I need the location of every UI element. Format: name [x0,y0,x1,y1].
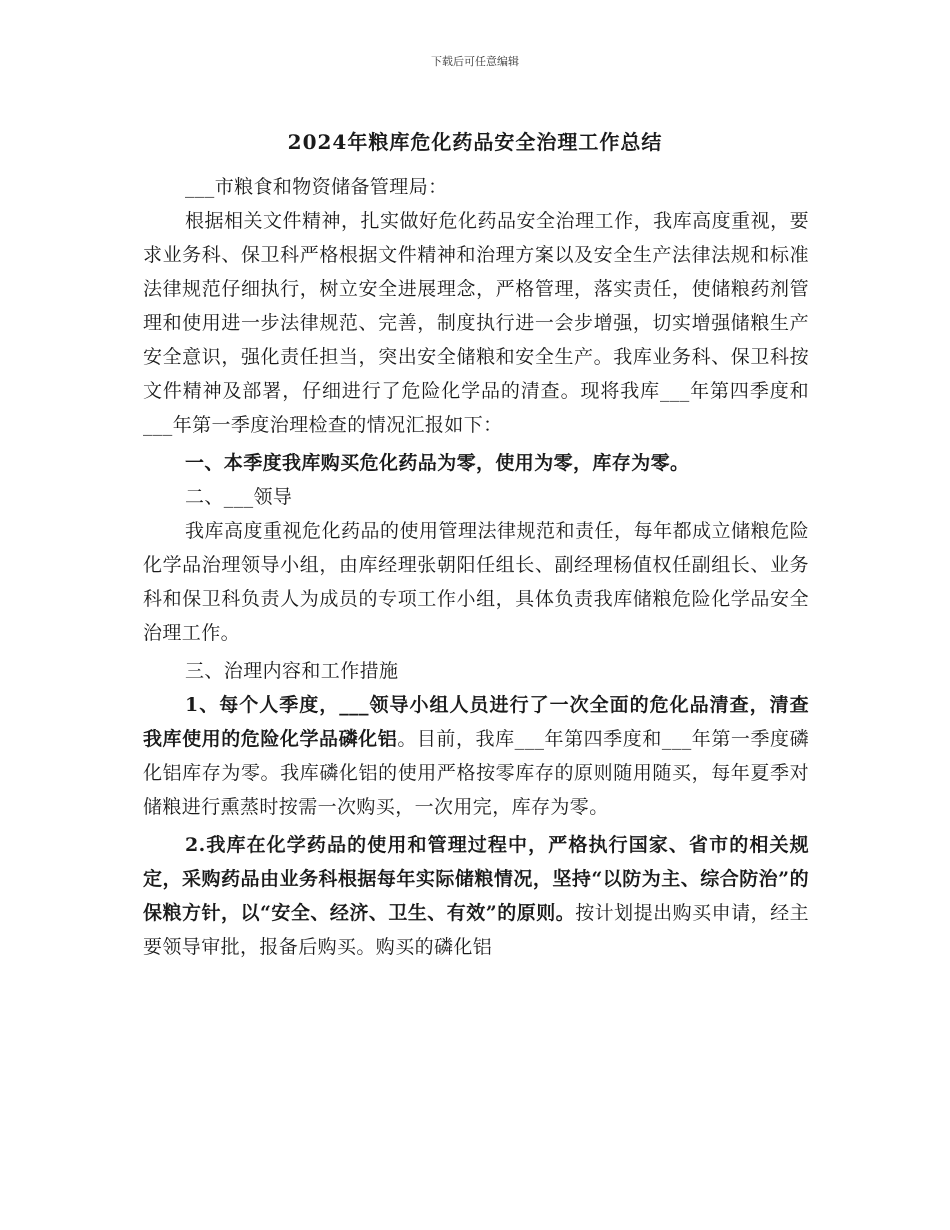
measure-2-text: 按计划提出购买申请，经主要领导审批，报备后购买。购买的磷化铝 [143,902,809,958]
paragraph-intro: 根据相关文件精神，扎实做好危化药品安全治理工作，我库高度重视，要求业务科、保卫科严格根据文件精神和治理方案以及安全生产法律法规和标准法律规范仔细执行，树立安全进展理念，严格管理，落实责任，使储粮药剂管理和使用进一步法律规范、完善，制度执行进一会步增强，切实增强储粮生产安全意识，强化责任担当，突出安全储粮和安全生产。我库业务科、保卫科按文件精神及部署，仔细进行了危险化学品的清查。现将我库___年第四季度和___年第一季度治理检查的情况汇报如下： [143,210,809,436]
paragraph-measure-2 [143,828,809,964]
measure-2-bold-text: 2.我库在化学药品的使用和管理过程中，严格执行国家、省市的相关规定，采购药品由业务科根据每年实际储粮情况，坚持“以防为主、综合防治”的保粮方针，以“安全、经济、卫生、有效”的原则。 [143,834,809,924]
paragraph-measure-1 [143,688,809,824]
document-body [143,170,809,964]
salutation: ___市粮食和物资储备管理局： [185,176,448,198]
measure-1-bold-text: 1、每个人季度，___领导小组人员进行了一次全面的危化品清查，清查我库使用的危险化学品磷化铝 [143,694,809,750]
section-heading-2: 二、___领导 [185,486,293,508]
page-header-note: 下载后可任意编辑 [431,55,519,68]
section-heading-3: 三、治理内容和工作措施 [185,660,399,682]
measure-1-text: 。目前，我库___年第四季度和___年第一季度磷化铝库存为零。我库磷化铝的使用严格按零库存的原则随用随买，每年夏季对储粮进行熏蒸时按需一次购买，一次用完，库存为零。 [143,728,809,818]
section-heading-1: 一、本季度我库购买危化药品为零，使用为零，库存为零。 [185,452,690,474]
paragraph-leadership: 我库高度重视危化药品的使用管理法律规范和责任，每年都成立储粮危险化学品治理领导小组，由库经理张朝阳任组长、副经理杨值权任副组长、业务科和保卫科负责人为成员的专项工作小组，具体负责我库储粮危险化学品安全治理工作。 [143,520,809,644]
document-title: 2024年粮库危化药品安全治理工作总结 [287,130,663,154]
